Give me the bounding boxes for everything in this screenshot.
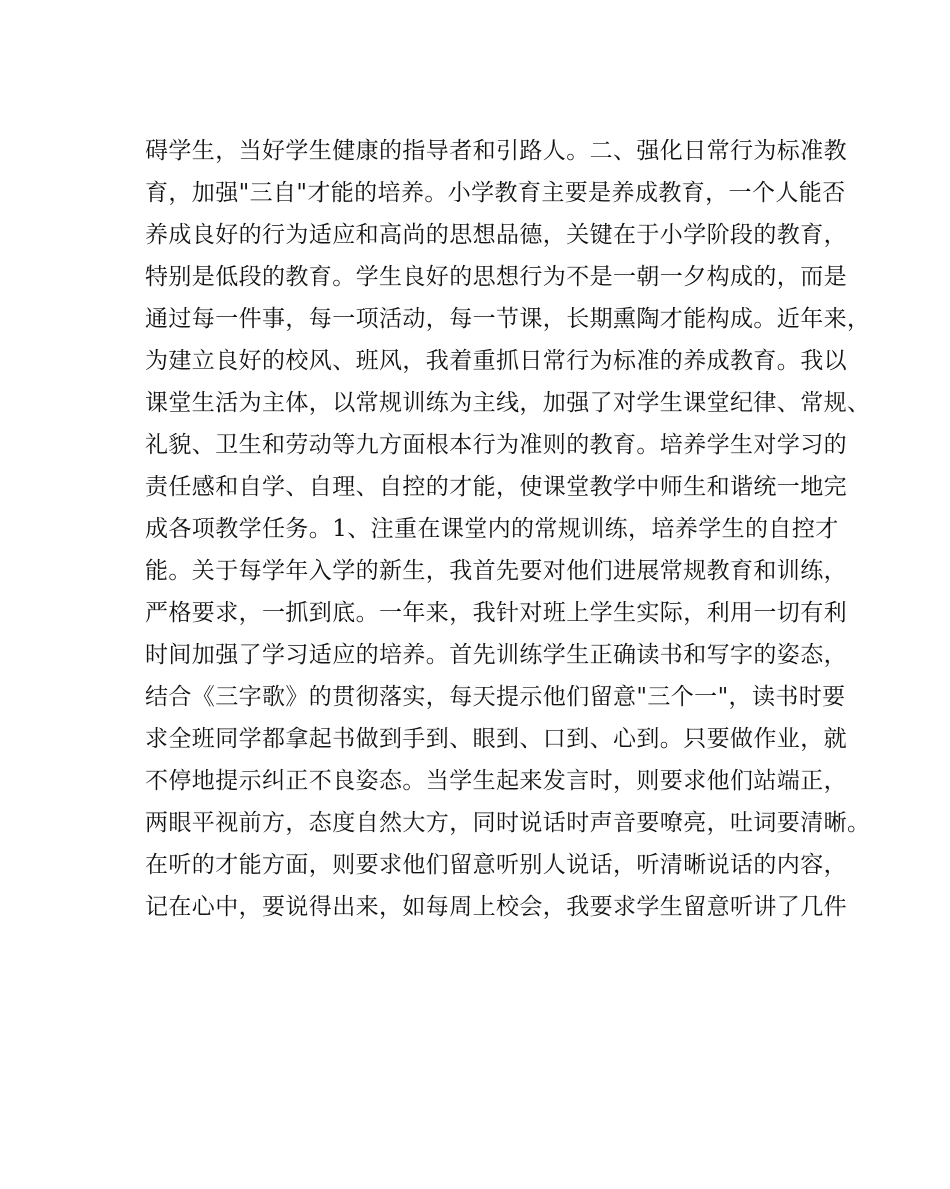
text-line: 两眼平视前方，态度自然大方，同时说话时声音要嘹亮，吐词要清晰。 xyxy=(145,810,871,836)
text-line: 礼貌、卫生和劳动等九方面根本行为准则的教育。培养学生对学习的 xyxy=(145,432,847,458)
text-line: 通过每一件事，每一项活动，每一节课，长期熏陶才能构成。近年来， xyxy=(145,306,871,332)
text-line: 能。关于每学年入学的新生，我首先要对他们进展常规教育和训练， xyxy=(145,558,847,584)
text-line: 课堂生活为主体，以常规训练为主线，加强了对学生课堂纪律、常规、 xyxy=(145,390,871,416)
text-line: 育，加强"三自"才能的培养。小学教育主要是养成教育，一个人能否 xyxy=(145,180,846,206)
text-line: 碍学生，当好学生健康的指导者和引路人。二、强化日常行为标准教 xyxy=(145,138,847,164)
text-line: 求全班同学都拿起书做到手到、眼到、口到、心到。只要做作业，就 xyxy=(145,726,847,752)
text-line: 责任感和自学、自理、自控的才能，使课堂教学中师生和谐统一地完 xyxy=(145,474,847,500)
text-line: 为建立良好的校风、班风，我着重抓日常行为标准的养成教育。我以 xyxy=(145,348,847,374)
text-line: 成各项教学任务。1、注重在课堂内的常规训练，培养学生的自控才 xyxy=(145,516,839,542)
text-line: 在听的才能方面，则要求他们留意听别人说话，听清晰说话的内容， xyxy=(145,852,847,878)
text-line: 严格要求，一抓到底。一年来，我针对班上学生实际，利用一切有利 xyxy=(145,600,847,626)
text-line: 特别是低段的教育。学生良好的思想行为不是一朝一夕构成的，而是 xyxy=(145,264,847,290)
text-line: 养成良好的行为适应和高尚的思想品德，关键在于小学阶段的教育， xyxy=(145,222,847,248)
text-line: 时间加强了学习适应的培养。首先训练学生正确读书和写字的姿态， xyxy=(145,642,847,668)
text-line: 不停地提示纠正不良姿态。当学生起来发言时，则要求他们站端正， xyxy=(145,768,847,794)
text-line: 结合《三字歌》的贯彻落实，每天提示他们留意"三个一"，读书时要 xyxy=(145,684,846,710)
text-line: 记在心中，要说得出来，如每周上校会，我要求学生留意听讲了几件 xyxy=(145,894,847,920)
body-text xyxy=(145,130,871,928)
